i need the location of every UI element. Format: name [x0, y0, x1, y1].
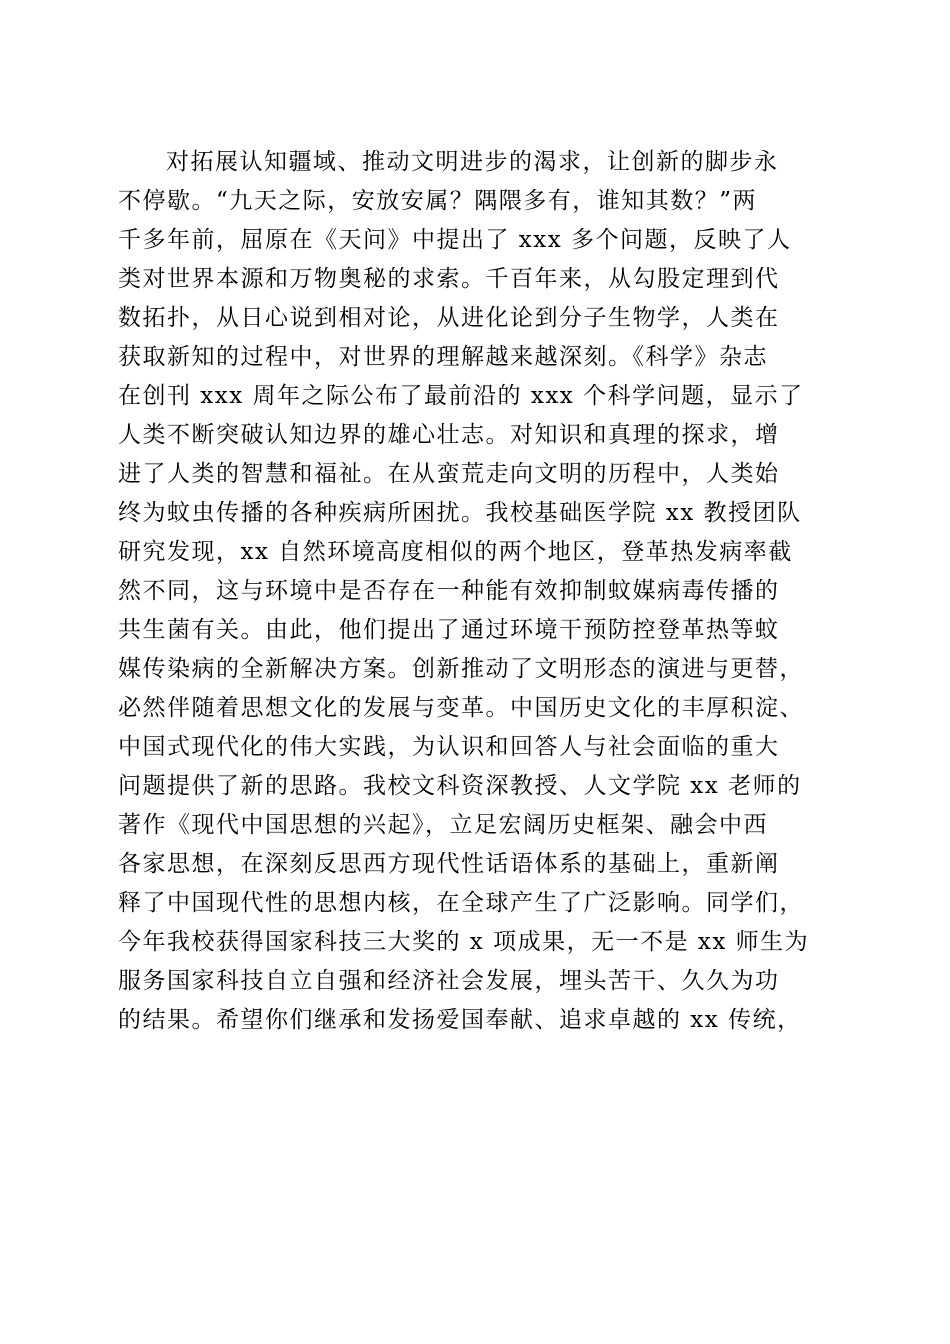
paragraph-line: 共生菌有关。由此，他们提出了通过环境干预防控登革热等蚊 [118, 617, 780, 643]
body-paragraph [118, 143, 853, 1040]
paragraph-line: 问题提供了新的思路。我校文科资深教授、人文学院 xx 老师的 [118, 773, 802, 799]
paragraph-line: 著作《现代中国思想的兴起》，立足宏阔历史框架、融会中西 [118, 812, 768, 838]
paragraph-line: 获取新知的过程中，对世界的理解越来越深刻。《科学》杂志 [118, 344, 768, 370]
paragraph-line: 千多年前，屈原在《天问》中提出了 xxx 多个问题，反映了人 [118, 227, 792, 253]
paragraph-line: 服务国家科技自立自强和经济社会发展，埋头苦干、久久为功 [118, 968, 780, 994]
paragraph-line: 然不同，这与环境中是否存在一种能有效抑制蚊媒病毒传播的 [118, 578, 780, 604]
paragraph-line: 对拓展认知疆域、推动文明进步的渴求，让创新的脚步永 [166, 149, 779, 175]
paragraph-line: 各家思想，在深刻反思西方现代性话语体系的基础上，重新阐 [118, 851, 780, 877]
paragraph-line: 进了人类的智慧和福祉。在从蛮荒走向文明的历程中，人类始 [118, 461, 780, 487]
paragraph-line: 今年我校获得国家科技三大奖的 x 项成果，无一不是 xx 师生为 [118, 929, 810, 955]
paragraph-line: 中国式现代化的伟大实践，为认识和回答人与社会面临的重大 [118, 734, 780, 760]
paragraph-line: 在创刊 xxx 周年之际公布了最前沿的 xxx 个科学问题，显示了 [118, 383, 804, 409]
paragraph-line: 类对世界本源和万物奥秘的求索。千百年来，从勾股定理到代 [118, 266, 780, 292]
paragraph-line: 数拓扑，从日心说到相对论，从进化论到分子生物学，人类在 [118, 305, 780, 331]
paragraph-line: 必然伴随着思想文化的发展与变革。中国历史文化的丰厚积淀、 [118, 695, 804, 721]
paragraph-line: 研究发现，xx 自然环境高度相似的两个地区，登革热发病率截 [118, 539, 793, 565]
paragraph-line: 的结果。希望你们继承和发扬爱国奉献、追求卓越的 xx 传统， [118, 1007, 802, 1033]
paragraph-line: 不停歇。“九天之际，安放安属？隅隈多有，谁知其数？”两 [118, 188, 758, 214]
paragraph-line: 终为蚊虫传播的各种疾病所困扰。我校基础医学院 xx 教授团队 [118, 500, 802, 526]
paragraph-line: 媒传染病的全新解决方案。创新推动了文明形态的演进与更替， [118, 656, 804, 682]
paragraph-line: 人类不断突破认知边界的雄心壮志。对知识和真理的探求，增 [118, 422, 780, 448]
paragraph-line: 释了中国现代性的思想内核，在全球产生了广泛影响。同学们， [118, 890, 804, 916]
